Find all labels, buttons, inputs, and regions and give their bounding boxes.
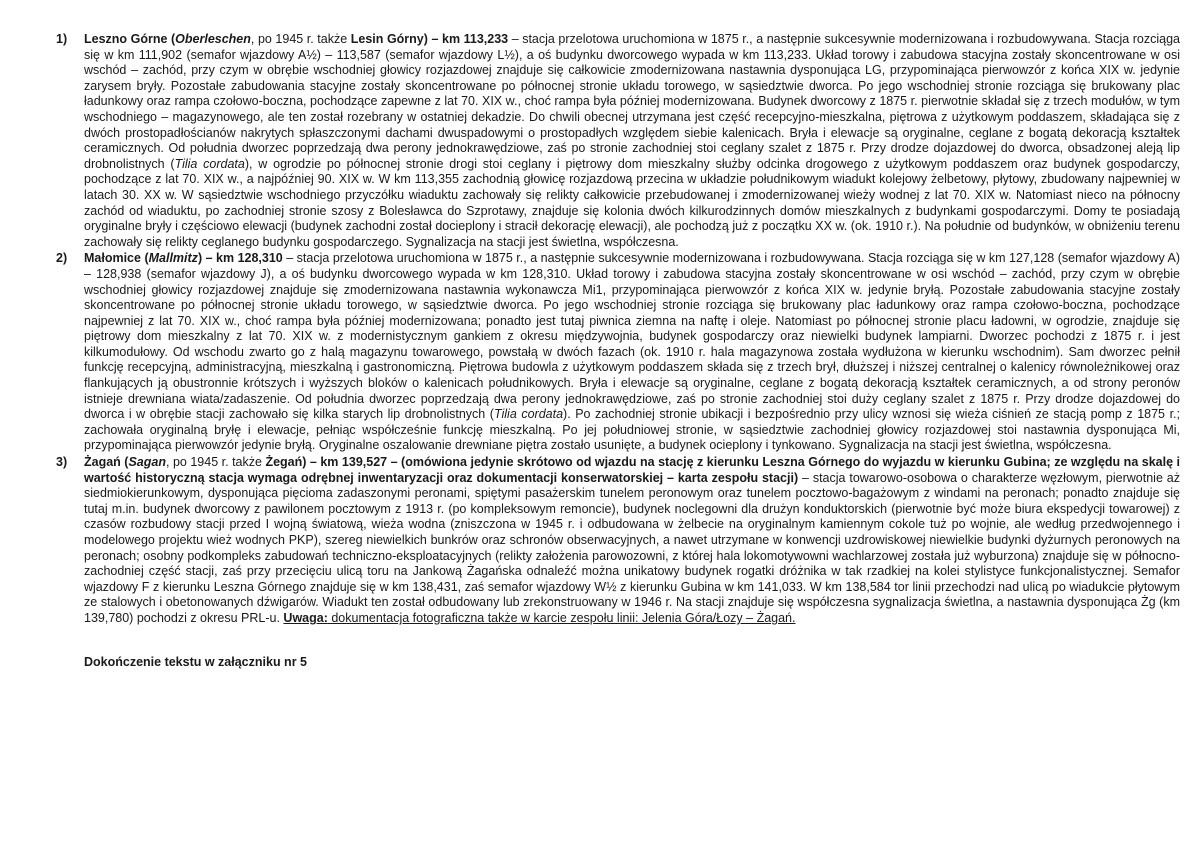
text-run: , po 1945 r. także (250, 32, 351, 46)
text-run: Małomice ( (84, 251, 149, 266)
text-run: , po 1945 r. także (165, 455, 266, 470)
list-item (56, 455, 1180, 627)
text-run: – stacja przelotowa uruchomiona w 1875 r., a następnie sukcesywnie modernizowana i rozbudowywana. Stacja rozciąga się w km 127,128 (semafor wjazdowy A) – 128,938 (semafor wjazdowy J), a oś budynku dworcowego wypada w km 128,310. Układ torowy i zabudowa stacyjna zostały skoncentrowane w osi wschód – zachód, przy czym w obrębie wschodniej głowicy rozjazdowej znajduje się zmodernizowana nastawnia wykonawcza Mi1, przypominająca pierwowzór z końca XIX w. jedynie bryłą. Pozostałe zabudowania stacyjne zostały skoncentrowane po północnej stronie układu torowego, w sąsiedztwie dworca. Po jego wschodniej stronie rozciąga się brukowany plac ładunkowy oraz rampa czołowo-boczna, pochodzące najpewniej z lat 70. XIX w., choć rampa była później modernizowana; ponadto jest tutaj piwnica ziemna na naftę i oleje. Natomiast po północnej stronie placu ładowni, w ogrodzie, znajduje się piętrowy dom mieszkalny z lat 70. XIX w. z modernistycznym gankiem z okresu międzywojnia, budynek gospodarczy oraz niewielki budynek lampiarni. Dworzec pochodzi z 1875 r. i jest kilkumodułowy. Od wschodu zwarto go z halą magazynu towarowego, powstałą w dwóch fazach (ok. 1910 r. hala magazynowa została wydłużona w kierunku wschodnim). Sam dworzec pełnił funkcję recepcyjną, administracyjną, mieszkalną i gastronomiczną. Piętrowa budowla z użytkowym poddaszem składa się z trzech brył, dłuższej i niższej centralnej o kalenicy równoleżnikowej oraz flankujących ją obustronnie krótszych i wyższych bloków o kalenicach południkowych. Bryła i elewacje są oryginalne, ceglane z bogatą dekoracją kształtek ceramicznych, a od strony peronów istnieje drewniana wiata/zadaszenie. Od południa dworzec poprzedzają dwa perony jednokrawędziowe, zaś po stronie zachodniej stoi duży ceglany szalet z 1875 r. Przy drodze dojazdowej do dworca i w obrębie stacji zachowało się kilka starych lip drobnolistnych ( (84, 251, 1180, 422)
text-run: Lesin Górny) – km 113,233 (350, 32, 509, 46)
text-run: – stacja przelotowa uruchomiona w 1875 r., a następnie sukcesywnie modernizowana i rozbudowywana. Stacja rozciąga się w km 111,902 (semafor wjazdowy A½) – 113,587 (semafor wjazdowy L½), a oś budynku dworcowego wypada w km 113,233. Układ torowy i zabudowa stacyjna zostały skoncentrowane w osi wschód – zachód, przy czym w obrębie wschodniej głowicy rozjazdowej znajduje się całkowicie zmodernizowana nastawnia dysponująca LG, przypominająca pierwowzór z końca XIX w. jedynie zarysem bryły. Pozostałe zabudowania stacyjne zostały skoncentrowane po północnej stronie układu torowego, w sąsiedztwie dworca. Po jego wschodniej stronie rozciąga się brukowany plac ładunkowy oraz rampa czołowo-boczna, pochodzące zapewne z lat 70. XIX w., choć rampa była później modernizowana. Budynek dworcowy z 1875 r. pierwotnie składał się z trzech modułów, w tym wschodniego – magazynowego, ale ten został rozebrany w ostatniej dekadzie. Do chwili obecnej utrzymana jest część recepcyjno-mieszkalna, piętrowa z użytkowym poddaszem, składająca się z dwóch prostopadłościanów nakrytych spłaszczonymi dachami dwuspadowymi o prostopadłych względem siebie kalenicach. Bryła i elewacje są oryginalne, ceglane z bogatą dekoracją kształtek ceramicznych. Od południa dworzec poprzedzają dwa perony jednokrawędziowe, zaś po stronie zachodniej stoi ceglany szalet z 1875 r. Przy drodze dojazdowej do dworca, obsadzonej aleją lip drobnolistnych ( (84, 32, 1180, 171)
text-run: Tilia cordata (493, 407, 564, 422)
text-run: – stacja towarowo-osobowa o charakterze węzłowym, pierwotnie aż siedmiokierunkowym, dysponująca pięcioma zadaszonymi peronami, spiętymi pasażerskim tunelem peronowym oraz tunelem pocztowo-bagażowym z windami na peronach; ponadto znajduje się tutaj m.in. budynek dworcowy z pawilonem pocztowym z 1913 r. (po kompleksowym remoncie), budynek noclegowni dla drużyn konduktorskich (pierwotnie być może biura ekspedycji towarowej) z czasów rozbudowy stacji przed I wojną światową, wieża wodna (zniszczona w 1945 r. i odbudowana w żelbecie na oryginalnym kamiennym cokole tuż po wojnie, ale według przedwojennego i modelowego projektu wież wodnych PKP), szereg niewielkich bunkrów oraz schronów obserwacyjnych, a nawet utrzymane w konwencji uzdrowiskowej niewielkie budynki dyżurnych peronowych na peronach; osobny podkompleks zabudowań techniczno-eksploatacyjnych (relikty założenia parowozowni, z której hala lokomotywowni wachlarzowej została już wyburzona) znajduje się w północno-zachodniej część stacji, zaś przy przecięciu ulicą toru na Jankową Żagańska odnaleźć można unikatowy budynek rogatki dróżnika w tak rzadkiej na kolei stylistyce funkcjonalistycznej. Semafor wjazdowy F z kierunku Leszna Górnego znajduje się w km 138,431, zaś semafor wjazdowy W½ z kierunku Gubina w km 141,033. W km 138,584 tor linii przechodzi nad ulicą po wiadukcie płytowym ze stalowych i obetonowanych dźwigarów. Wiadukt ten został odbudowany lub zrekonstruowany w 1946 r. Na stacji znajduje się współczesna sygnalizacja świetlna, a nastawnia dysponująca Żg (km 139,780) pochodzi z okresu PRL-u. (84, 470, 1180, 625)
list-item (56, 251, 1180, 454)
text-run: Sagan (128, 455, 166, 470)
text-run: Oberleschen (175, 32, 251, 46)
item-text (84, 455, 1180, 627)
text-run: Żegań) – km 139,527 – (omówiona jedynie skrótowo od wjazdu na stację z kierunku Leszna Górnego do wyjazdu w kierunku Gubina; ze względu na skalę i wartość historyczną stacja wymaga odrębnej inwentaryzacji oraz dokumentacji konserwatorskiej – karta zespołu stacji) (84, 455, 1180, 485)
item-number: 1) (56, 32, 68, 46)
text-run: ), w ogrodzie po północnej stronie drogi stoi ceglany i piętrowy dom mieszkalny służby odcinka drogowego z użytkowym poddaszem oraz budynek gospodarczy, pochodzące z lat 70. XIX w., a najpóźniej 90. XIX w. W km 113,355 zachodnią głowicę rozjazdową przecina w układzie południkowym wiadukt kolejowy żelbetowy, płytowy, zbudowany najpewniej w latach 30. XX w. W sąsiedztwie wschodniego przyczółku wiaduktu zachowały się relikty całkowicie przebudowanej i zmodernizowanej wieży wodnej z lat 70. XIX w. Natomiast nieco na północny zachód od wiaduktu, po zachodniej stronie szosy z Bolesławca do Szprotawy, znajduje się kolonia dwóch kilkurodzinnych domów mieszkalnych z budynkami gospodarczymi. Domy te posiadają oryginalne bryły i częściowo elewacji (budynek zachodni został docieplony i stracił dekorację elewacji), ale pochodzą już z początku XX w. (ok. 1910 r.). Na południe od budynków, w obniżeniu terenu zachowały się relikty ceglanego budynku gospodarczego. Sygnalizacja na stacji jest świetlna, współczesna. (84, 156, 1180, 249)
station-list (56, 32, 1180, 627)
text-run: Żagań ( (84, 455, 129, 470)
text-run: Leszno Górne ( (84, 32, 176, 46)
continuation-note: Dokończenie tekstu w załączniku nr 5 (84, 654, 307, 669)
item-number: 3) (56, 455, 68, 470)
list-item (56, 32, 1180, 250)
text-run: Uwaga: (283, 610, 328, 625)
text-run: dokumentacja fotograficzna także w karcie zespołu linii: Jelenia Góra/Łozy – Żagań. (327, 610, 796, 625)
text-run: ). Po zachodniej stronie ubikacji i bezpośrednio przy ulicy wznosi się wieża ciśnień ze stacją pomp z 1875 r.; zachowała oryginalną bryłę i elewacje, pełniąc współcześnie funkcję mieszkalną. Po jej południowej stronie, w sąsiedztwie zachodniej głowicy rozjazdowej stoi nastawnia dysponująca Mi, przypominająca pierwowzór jedynie bryłą. Oryginalne oszalowanie drewniane piętra zostało usunięte, a budynek ocieplony i tynkowano. Sygnalizacja na stacji jest świetlna, współczesna. (84, 407, 1180, 453)
item-text (84, 32, 1180, 250)
text-run: Mallmitz (148, 251, 198, 266)
text-run: Tilia cordata (174, 156, 245, 171)
item-text (84, 251, 1180, 454)
text-run: ) – km 128,310 (197, 251, 283, 266)
item-number: 2) (56, 251, 68, 266)
